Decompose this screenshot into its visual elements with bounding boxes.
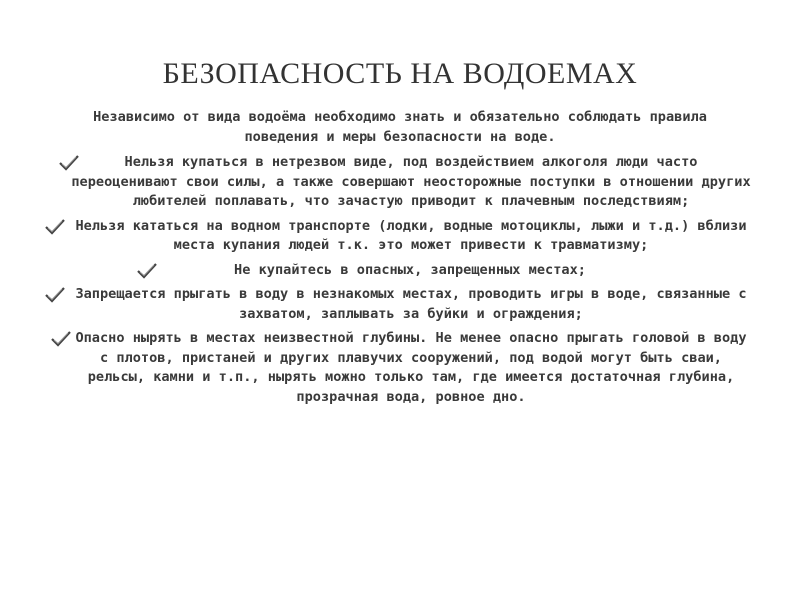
bullet-list [40, 153, 760, 407]
bullet-text: Нельзя кататься на водном транспорте (лодки, водные мотоциклы, лыжи и т.д.) вблизи места купания людей т.к. это может привести к травматизму; [75, 217, 747, 253]
checkmark-icon [136, 262, 158, 280]
bullet-text: Запрещается прыгать в воду в незнакомых местах, проводить игры в воде, связанные с захватом, заплывать за буйки и ограждения; [75, 286, 747, 322]
bullet-item [40, 261, 760, 281]
bullet-text: Опасно нырять в местах неизвестной глубины. Не менее опасно прыгать головой в воду с плотов, пристаней и других плавучих сооружений, под водой могут быть сваи, рельсы, камни и т.п., нырять можно только там, где имеется достаточная глубина, прозрачная вода, ровное дно. [75, 330, 747, 405]
checkmark-icon [50, 330, 72, 348]
checkmark-icon [44, 286, 66, 304]
intro-paragraph: Независимо от вида водоёма необходимо знать и обязательно соблюдать правила поведения и меры безопасности на воде. [93, 109, 707, 145]
bullet-text: Нельзя купаться в нетрезвом виде, под воздействием алкоголя люди часто переоценивают свои силы, а также совершают неосторожные поступки в отношении других любителей поплавать, что зачастую приводит к плачевным последствиям; [71, 154, 751, 209]
bullet-item [40, 153, 760, 212]
bullet-item [40, 285, 760, 324]
bullet-item [40, 329, 760, 407]
bullet-item [40, 217, 760, 256]
slide-content [40, 108, 760, 412]
bullet-text: Не купайтесь в опасных, запрещенных местах; [234, 261, 586, 278]
checkmark-icon [44, 218, 66, 236]
slide-title: БЕЗОПАСНОСТЬ НА ВОДОЕМАХ [162, 57, 638, 90]
checkmark-icon [58, 154, 80, 172]
